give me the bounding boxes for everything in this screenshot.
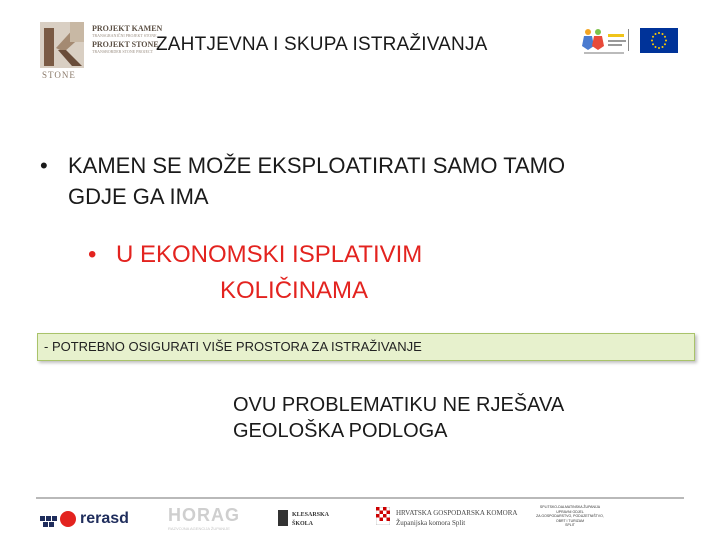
note-line-1: OVU PROBLEMATIKU NE RJEŠAVA: [233, 394, 565, 416]
klesarska-line-1: KLESARSKA: [292, 512, 330, 518]
horag-label: HORAG: [168, 505, 240, 525]
croatian-checkerboard-icon: [376, 507, 390, 525]
bullet-sub-line-2: KOLIČINAMA: [220, 277, 369, 304]
note-line-2: GEOLOŠKA PODLOGA: [233, 420, 448, 442]
project-logo: [36, 22, 163, 82]
horag-logo: [168, 505, 248, 533]
klesarska-line-2: ŠKOLA: [292, 521, 314, 527]
logo-line-2: TRANSGRANIČNI PROJEKT STONE: [92, 33, 157, 38]
slide-title: ZAHTJEVNA I SKUPA ISTRAŽIVANJA: [156, 34, 488, 55]
county-line: OBRT I TURIZAM: [555, 518, 584, 523]
bullet-symbol: •: [40, 153, 48, 178]
logo-line-1: PROJEKT KAMEN: [92, 24, 163, 33]
county-line: SPLIT: [565, 523, 575, 527]
bullet-symbol: •: [88, 241, 97, 268]
klesarska-logo: [278, 506, 348, 532]
rerasd-icon: [40, 510, 76, 528]
rerasd-logo: [40, 508, 140, 530]
hgk-line-1: HRVATSKA GOSPODARSKA KOMORA: [396, 509, 518, 517]
logo-line-4: TRANSBORDER STONE PROJECT: [92, 49, 154, 54]
stone-k-logo-icon: [40, 22, 84, 68]
logo-line-3: PROJEKT STONE: [92, 40, 159, 49]
footer-divider: [36, 497, 684, 499]
klesarska-icon: [278, 510, 288, 526]
county-line: UPRAVNI ODJEL: [556, 509, 584, 514]
partner-logo-icon: [580, 24, 628, 58]
highlight-text: - POTREBNO OSIGURATI VIŠE PROSTORA ZA ISTRAŽIVANJE: [44, 339, 422, 354]
header-divider: [628, 29, 629, 51]
note-text: [233, 392, 564, 444]
county-logo: [530, 505, 610, 533]
rerasd-label: rerasd: [80, 510, 129, 527]
bullet-main-text: [68, 150, 708, 212]
highlight-box: [37, 333, 695, 361]
hgk-line-2: Županijska komora Split: [396, 519, 466, 527]
bullet-main-line-1: KAMEN SE MOŽE EKSPLOATIRATI SAMO TAMO: [68, 153, 566, 178]
bullet-sub-line-1: U EKONOMSKI ISPLATIVIM: [116, 241, 423, 268]
county-line: ZA GOSPODARSTVO, PODUZETNIŠTVO,: [536, 514, 604, 518]
logo-text: [92, 24, 163, 54]
horag-subtitle: RAZVOJNA AGENCIJA ŽUPANIJE: [168, 526, 230, 531]
county-line: SPLITSKO-DALMATINSKA ŽUPANIJA: [539, 505, 601, 509]
bullet-main-line-2: GDJE GA IMA: [68, 184, 209, 209]
hgk-logo: [376, 505, 516, 531]
logo-stone-label: STONE: [42, 70, 76, 80]
eu-flag-icon: [640, 28, 678, 53]
